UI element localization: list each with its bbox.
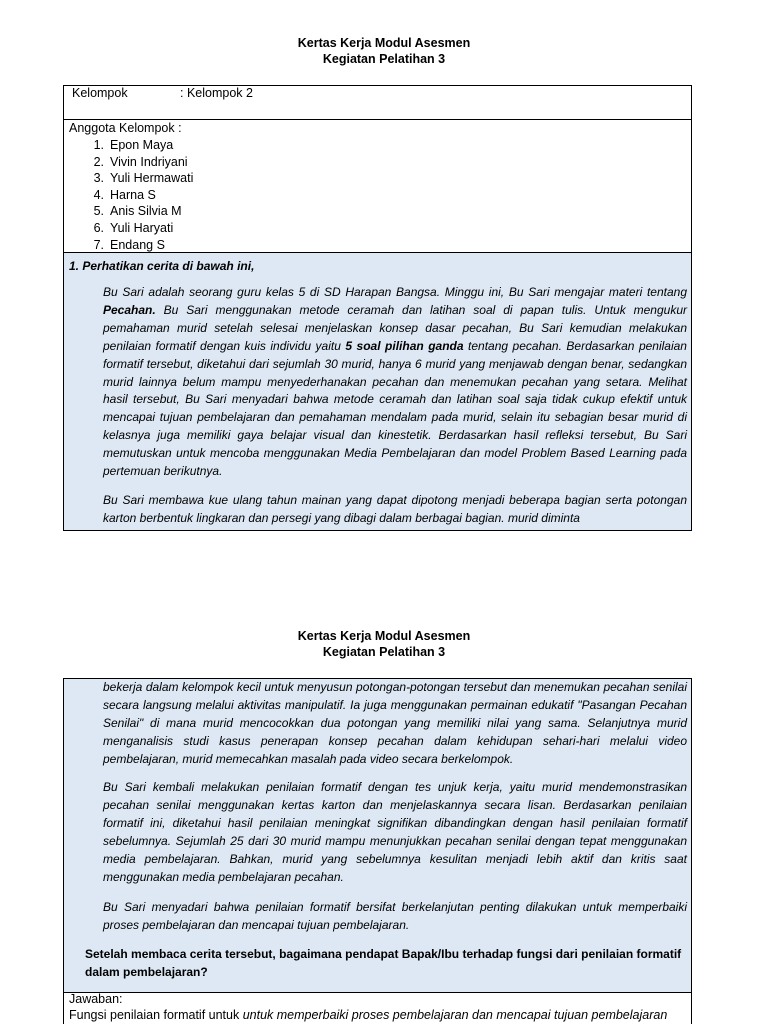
member-number: 2. — [93, 154, 104, 169]
answer-label: Jawaban: — [69, 992, 123, 1006]
member-number: 6. — [93, 220, 104, 235]
member-number: 4. — [93, 187, 104, 202]
list-item — [86, 170, 193, 187]
anggota-label: Anggota Kelompok : — [69, 121, 182, 135]
question-prompt: Setelah membaca cerita tersebut, bagaimana pendapat Bapak/Ibu terhadap fungsi dari penilaian formatif dalam pembelajaran? — [85, 947, 682, 979]
story-text: Bu Sari adalah seorang guru kelas 5 di SD Harapan Bangsa. Minggu ini, Bu Sari mengajar materi tentang — [103, 285, 687, 299]
page2-header-title: Kertas Kerja Modul Asesmen — [297, 629, 471, 643]
story-paragraph-2: Bu Sari membawa kue ulang tahun mainan yang dapat dipotong menjadi beberapa bagian serta potongan karton berbentuk lingkaran dan persegi yang dibagi dalam berbagai bagian. murid diminta — [103, 493, 687, 525]
member-number: 7. — [93, 237, 104, 252]
kelompok-label: Kelompok — [72, 86, 128, 100]
member-name: Anis Silvia M — [110, 204, 182, 219]
list-item — [86, 137, 193, 154]
member-number: 1. — [93, 138, 104, 152]
member-name: Epon Maya — [110, 138, 174, 152]
answer-plain: Fungsi penilaian formatif untuk — [69, 1008, 243, 1022]
page1-header-subtitle: Kegiatan Pelatihan 3 — [322, 52, 446, 66]
story-section-page2 — [63, 678, 692, 993]
story-paragraph-4: Bu Sari menyadari bahwa penilaian formatif bersifat berkelanjutan penting dilakukan untuk memperbaiki proses pembelajaran dan mencapai tujuan pembelajaran. — [103, 900, 687, 932]
member-list — [86, 137, 193, 253]
member-name: Yuli Haryati — [110, 220, 174, 235]
answer-section — [63, 992, 692, 1024]
answer-italic: untuk memperbaiki proses pembelajaran dan mencapai tujuan pembelajaran — [242, 1008, 668, 1022]
anggota-row — [63, 119, 692, 253]
story-text: Bu Sari menggunakan metode ceramah dan latihan soal di papan tulis. Untuk mengukur pemahaman murid setelah selesai menjelaskan konsep dasar pecahan, Bu Sari kemudian melakukan penilaian formatif dengan kuis individu yaitu — [103, 302, 687, 353]
story-paragraph-continued: bekerja dalam kelompok kecil untuk menyusun potongan-potongan tersebut dan menemukan pecahan senilai secara langsung melalui aktivitas manipulatif. Ia juga menggunakan permainan edukatif "Pasangan Pecahan Senilai" di mana murid mencocokkan dua potongan yang memiliki nilai yang sama. Selanjutnya murid menganalisis studi kasus penerapan konsep pecahan dalam kehidupan sehari-hari melalui video pembelajaran, murid memecahkan masalah pada video secara berkelompok. — [103, 680, 687, 766]
page2-header-subtitle: Kegiatan Pelatihan 3 — [322, 645, 446, 659]
page1-header-title: Kertas Kerja Modul Asesmen — [297, 36, 471, 50]
member-name: Harna S — [110, 187, 156, 202]
member-number: 3. — [93, 171, 104, 186]
story-emphasis: Pecahan. — [103, 302, 156, 317]
page2-header — [0, 628, 768, 660]
story-section-page1 — [63, 252, 692, 531]
list-item — [86, 237, 193, 254]
question-1-heading: 1. Perhatikan cerita di bawah ini, — [69, 259, 255, 273]
member-number: 5. — [93, 204, 104, 219]
list-item — [86, 187, 193, 204]
member-name: Vivin Indriyani — [110, 154, 188, 169]
story-paragraph-3: Bu Sari kembali melakukan penilaian formatif dengan tes unjuk kerja, yaitu murid mendemonstrasikan pecahan senilai menggunakan kertas karton dan menjelaskannya secara lisan. Berdasarkan penilaian formatif ini, diketahui hasil penilaian meningkat signifikan dibandingkan dengan hasil penilaian formatif sebelumnya. Sejumlah 25 dari 30 murid mampu menunjukkan pecahan senilai dengan tepat menggunakan media pembelajaran. Bahkan, murid yang sebelumnya kesulitan menjadi lebih aktif dan kritis saat menggunakan media pembelajaran pecahan. — [103, 780, 687, 884]
answer-text — [69, 1008, 667, 1022]
member-name: Yuli Hermawati — [110, 171, 194, 186]
story-emphasis: 5 soal pilihan ganda — [345, 338, 464, 353]
member-name: Endang S — [110, 237, 165, 252]
story-text: tentang pecahan. Berdasarkan penilaian formatif tersebut, diketahui dari sejumlah 30 murid, hanya 6 murid yang menjawab dengan benar, sedangkan murid lainnya belum mampu menyederhanakan pecahan dan menemukan pecahan yang setara. Melihat hasil tersebut, Bu Sari menyadari bahwa metode ceramah dan latihan soal saja tidak cukup efektif untuk mencapai tujuan pembelajaran dan pemahaman mendalam pada murid, selain itu sebagian besar murid di kelasnya juga memiliki gaya belajar visual dan kinestetik. Berdasarkan hasil refleksi tersebut, Bu Sari memutuskan untuk mencoba menggunakan Media Pembelajaran dan model Problem Based Learning pada pertemuan berikutnya. — [103, 338, 687, 479]
list-item — [86, 154, 193, 171]
story-paragraph-1 — [103, 284, 687, 481]
kelompok-value: : Kelompok 2 — [180, 86, 253, 100]
page1-header — [0, 35, 768, 67]
list-item — [86, 220, 193, 237]
kelompok-row — [63, 85, 692, 120]
list-item — [86, 203, 193, 220]
